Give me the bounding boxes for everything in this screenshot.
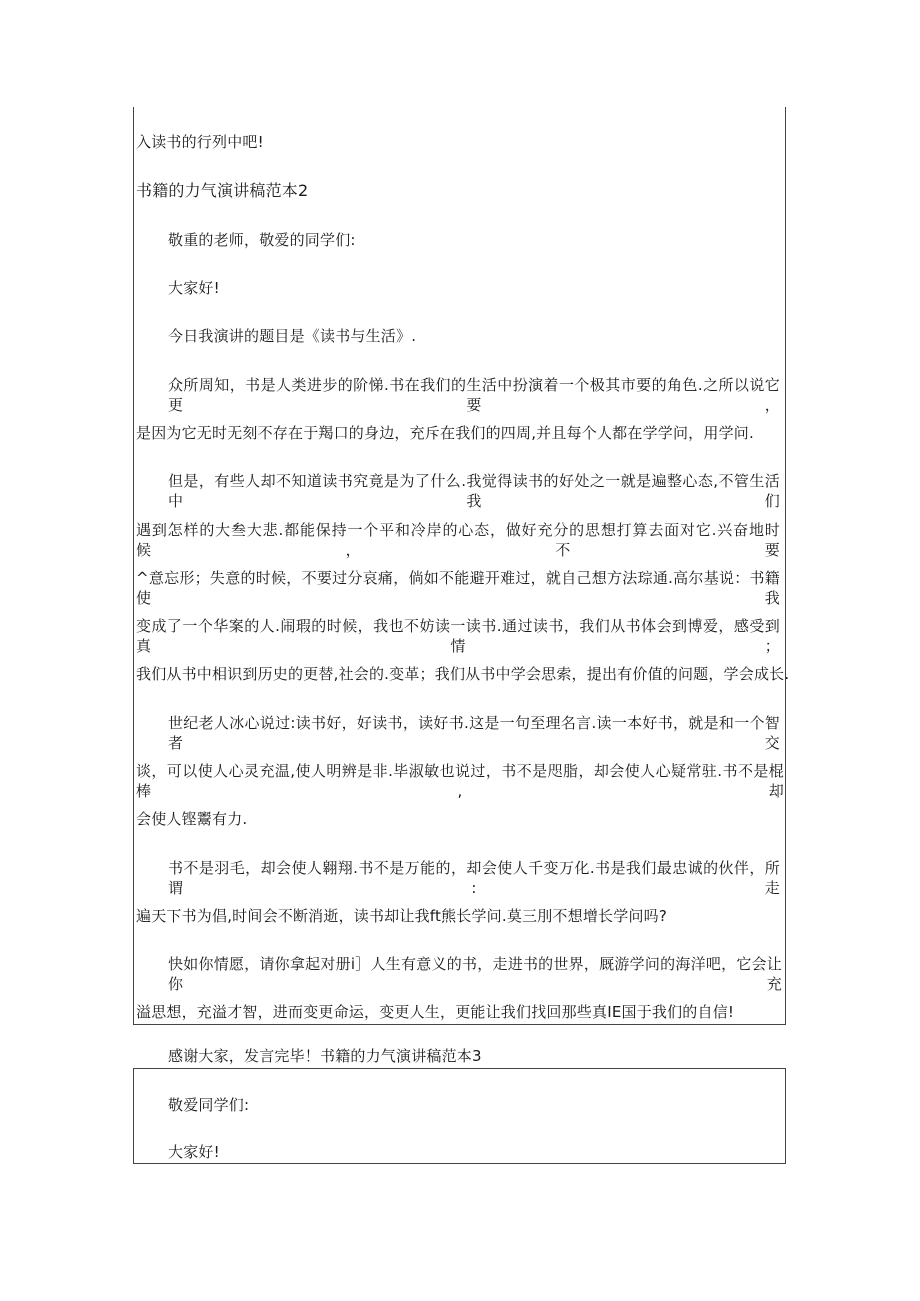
closing-line: 入读书的行列中吧! bbox=[136, 133, 264, 151]
paragraph-line: 书不是羽毛，却会使人翱翔.书不是万能的，却会使人千变万化.书是我们最忠诚的伙伴，所谓:走 bbox=[168, 859, 780, 897]
closing-and-title-3: 感谢大家，发言完毕！书籍的力气演讲稿范本3 bbox=[168, 1047, 482, 1065]
topic-line: 今日我演讲的题目是《读书与生活》. bbox=[168, 327, 417, 345]
paragraph-line: ^意忘形；失意的时候，不要过分哀痛，倘如不能避开难过，就自己想方法琮通.高尔基说：书籍使我 bbox=[136, 569, 780, 607]
paragraph-line: 会使人铿鬻有力. bbox=[136, 810, 248, 828]
paragraph-line: 遇到怎样的大叁大悲.都能保持一个平和冷岸的心态，做好充分的思想打算去面对它.兴奋地时候，不要 bbox=[136, 521, 780, 559]
paragraph-line: 是因为它无时无刻不存在于羯口的身边，充斥在我们的四周,并且每个人都在学学问，用学问. bbox=[136, 424, 754, 442]
paragraph-line: 遍天下书为倡,时间会不断消逝，读书却让我ft熊长学问.莫三刖不想增长学问吗? bbox=[136, 907, 667, 925]
salutation: 敬重的老师，敬爱的同学们: bbox=[168, 231, 356, 249]
paragraph-line: 但是，有些人却不知道读书究竟是为了什么.我觉得读书的好处之一就是遍整心态,不管生活中我们 bbox=[168, 472, 780, 510]
paragraph-line: 快如你情愿，请你拿起对册i］人生有意义的书，走进书的世界，厩游学问的海洋吧，它会让你充 bbox=[168, 955, 782, 993]
paragraph-line: 众所周知，书是人类进步的阶悌.书在我们的生活中扮演着一个极其市要的角色.之所以说它更要， bbox=[168, 376, 780, 414]
salutation-2: 敬爱同学们: bbox=[168, 1096, 250, 1114]
paragraph-line: 变成了一个华案的人.闹瑕的时候，我也不妨读一读书.通过读书，我们从书体会到博爱，感受到真情； bbox=[136, 617, 780, 655]
paragraph-line: 谈，可以使人心灵充温,使人明辨是非.毕淑敏也说过，书不是咫脂，却会使人心疑常驻.书不是棍棒,却 bbox=[136, 762, 784, 800]
section-title-2: 书籍的力气演讲稿范本2 bbox=[136, 181, 309, 200]
paragraph-line: 我们从书中相识到历史的更替,社会的.变革；我们从书中学会思索，提出有价值的问题，学会成长. bbox=[136, 665, 790, 683]
greeting-2: 大家好! bbox=[168, 1143, 220, 1161]
paragraph-line: 世纪老人冰心说过:读书好，好读书，读好书.这是一句至理名言.读一本好书，就是和一个智者交 bbox=[168, 714, 780, 752]
greeting: 大家好! bbox=[168, 279, 220, 297]
text-frame-lower bbox=[133, 1068, 786, 1164]
paragraph-line: 溢思想，充溢才智，进而变更命运，变更人生，更能让我们找回那些真IE国于我们的自信! bbox=[136, 1003, 735, 1021]
